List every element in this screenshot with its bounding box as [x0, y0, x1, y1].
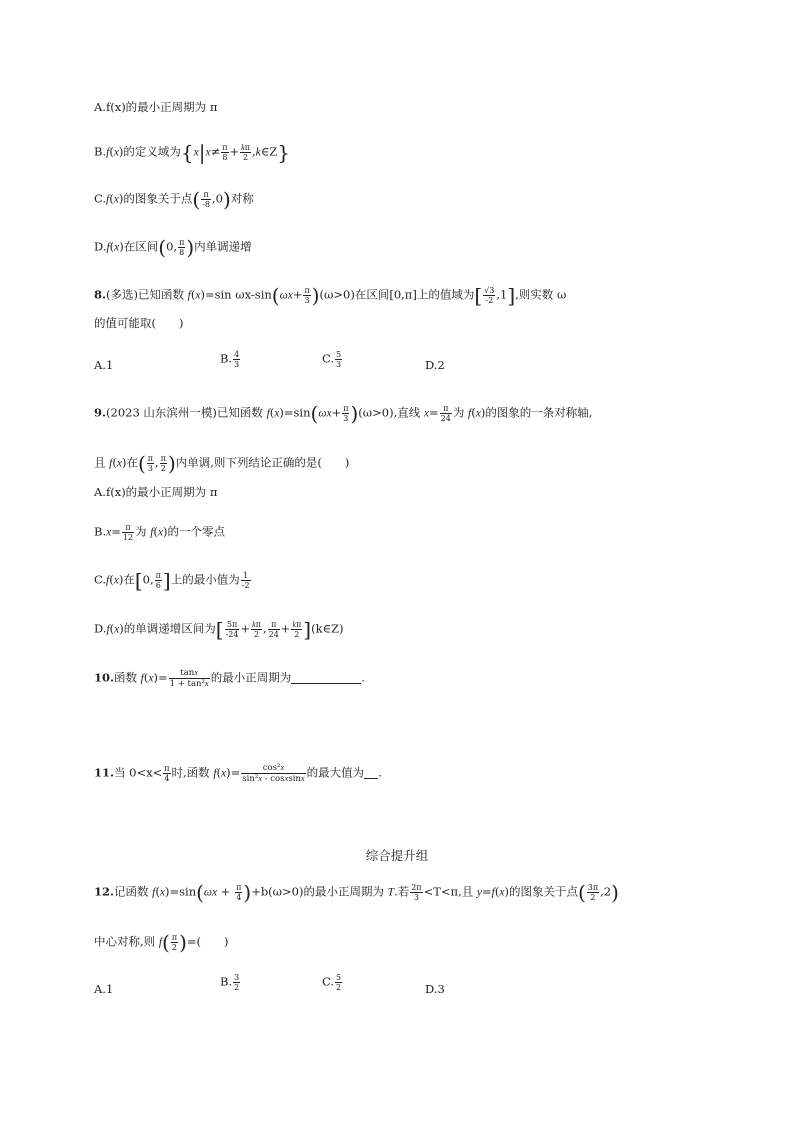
q12-stem-line2: 中心对称,则 f( $\frac{\pi}{2}$ )=( ): [94, 930, 229, 955]
q12-option-d: D.3: [425, 982, 445, 996]
q9-option-d: D.f(x)的单调递增区间为[ $\frac{5\pi}{-24}$ + $\frac{k\pi}{2}$ , $\frac{\pi}{24}$ + $\frac{k\pi}{2}$ ](k∈Z): [94, 617, 344, 642]
q12-option-a: A.1: [94, 982, 114, 996]
q8-stem-line1: 8.(多选)已知函数 f(x)=sin ωx-sin(ωx+ $\frac{\pi}{3}$ )(ω>0)在区间[0,π]上的值域为[ $\frac{√3}{-2}$ ,1],则实数 ω: [94, 283, 567, 308]
q12-stem-line1: 12.记函数 f(x)=sin(ωx + $\frac{\pi}{4}$ )+b(ω>0)的最小正周期为 T.若 $\frac{2\pi}{3}$ <T<π,且 y=f(x)的图象关于点( $\frac{3\pi}{2}$ ,2): [94, 880, 619, 905]
q8-option-a: A.1: [94, 358, 114, 372]
q8-option-c: C. $\frac{5}{3}$: [322, 350, 342, 369]
q11-stem: 11.当 0<x< $\frac{\pi}{4}$ 时,函数 f(x)= $\frac{\text{cos²x}}{\text{sin²x - cosxsinx}}$ 的最大值为 .: [94, 762, 382, 784]
q9-stem-line1: 9.(2023 山东滨州一模)已知函数 f(x)=sin(ωx+ $\frac{\pi}{3}$ )(ω>0),直线 x= $\frac{\pi}{24}$ 为 f(x)的图象的一条对称轴,: [94, 401, 593, 426]
q7-option-b: B.f(x)的定义域为{x|x≠ $\frac{\pi}{8}$ + $\frac{k\pi}{2}$ ,k∈Z}: [94, 140, 291, 165]
answer-blank: [364, 767, 378, 779]
q12-option-b: B. $\frac{3}{2}$: [220, 973, 240, 992]
section-title: 综合提升组: [365, 848, 429, 863]
q9-option-b: B.x= $\frac{\pi}{12}$ 为 f(x)的一个零点: [94, 523, 226, 542]
q10-stem: 10.函数 f(x)= $\frac{\tan x}{\text{1 + tan²x}}$ 的最小正周期为 .: [94, 667, 365, 689]
q7-option-a: A.f(x)的最小正周期为 π: [94, 100, 218, 114]
q9-stem-line2: 且 f(x)在( $\frac{\pi}{3}$ , $\frac{\pi}{2}$ )内单调,则下列结论正确的是( ): [94, 451, 350, 476]
q9-option-a: A.f(x)的最小正周期为 π: [94, 485, 218, 499]
q7-option-c: C.f(x)的图象关于点( $\frac{\pi}{-8}$ ,0)对称: [94, 187, 254, 212]
q8-option-b: B. $\frac{4}{3}$: [220, 350, 240, 369]
answer-blank: [291, 672, 361, 684]
q12-option-c: C. $\frac{5}{2}$: [322, 973, 342, 992]
q8-stem-line2: 的值可能取( ): [94, 316, 184, 330]
q7-option-d: D.f(x)在区间(0, $\frac{\pi}{8}$ )内单调递增: [94, 235, 252, 260]
q8-option-d: D.2: [425, 358, 445, 372]
q9-option-c: C.f(x)在[0, $\frac{\pi}{6}$ ]上的最小值为 $\frac{1}{-2}$: [94, 568, 250, 593]
